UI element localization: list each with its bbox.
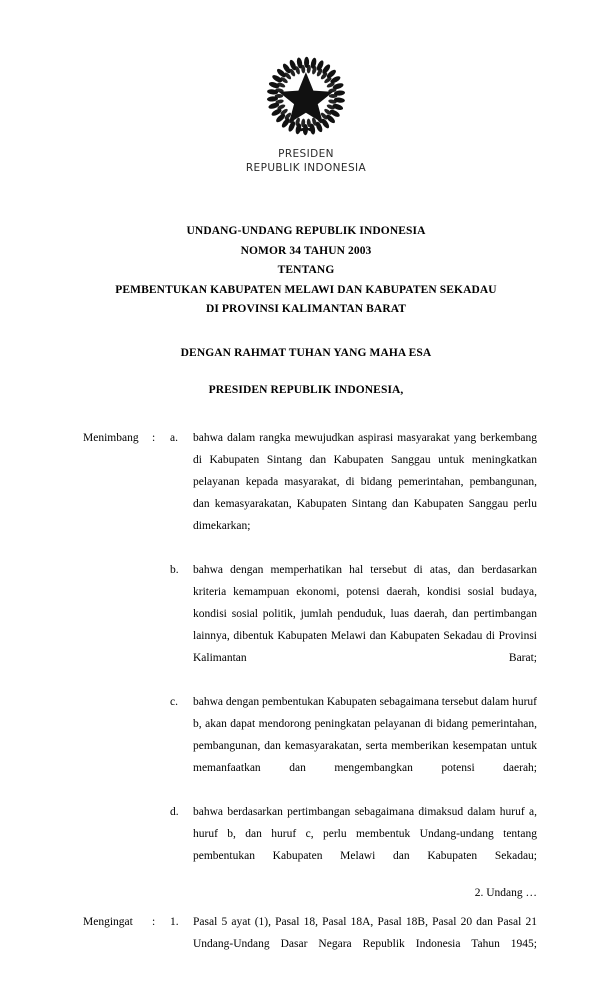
emblem-caption (0, 147, 612, 175)
authority-heading: PRESIDEN REPUBLIK INDONESIA, (208, 384, 404, 396)
title-line-2: NOMOR 34 TAHUN 2003 (240, 244, 372, 257)
section-label: Menimbang (83, 432, 139, 444)
section-colon: : (152, 432, 156, 444)
clause-text: bahwa dengan memperhatikan hal tersebut di atas, dan berdasarkan kriteria kemampuan ekonomi, potensi daerah, kondisi sosial budaya, kondisi sosial politik, jumlah penduduk, luas daerah, dan pertimbangan lainnya, dibentuk Kabupaten Melawi dan Kabupaten Sekadau di Provinsi Kalimantan Barat; (193, 564, 537, 664)
document-title (0, 222, 612, 320)
section-menimbang (0, 427, 612, 889)
title-line-4: PEMBENTUKAN KABUPATEN MELAWI DAN KABUPATEN SEKADAU (115, 283, 497, 296)
clause-marker: c. (170, 696, 178, 708)
clause-text: bahwa dalam rangka mewujudkan aspirasi masyarakat yang berkembang di Kabupaten Sintang dan Kabupaten Sanggau untuk meningkatkan pelayanan kepada masyarakat, di bidang pemerintahan, pembangunan, dan kemasyarakatan, Kabupaten Sintang dan Kabupaten Sanggau perlu dimekarkan; (193, 432, 537, 532)
title-line-3: TENTANG (277, 264, 335, 276)
section-label: Mengingat (83, 916, 133, 928)
clause-item (0, 801, 612, 889)
clause-item (0, 427, 612, 559)
clause-item (0, 911, 612, 977)
clause-item (0, 559, 612, 691)
blessing-heading: DENGAN RAHMAT TUHAN YANG MAHA ESA (180, 347, 432, 359)
section-mengingat (0, 911, 612, 977)
emblem-caption-line1: PRESIDEN (278, 148, 334, 160)
clause-text: Pasal 5 ayat (1), Pasal 18, Pasal 18A, Pasal 18B, Pasal 20 dan Pasal 21 Undang-Undang Dasar Negara Republik Indonesia Tahun 1945; (193, 916, 537, 950)
title-line-1: UNDANG-UNDANG REPUBLIK INDONESIA (186, 225, 426, 237)
clause-marker: 1. (170, 916, 179, 928)
clause-marker: d. (170, 806, 179, 818)
clause-text: bahwa dengan pembentukan Kabupaten sebagaimana tersebut dalam huruf b, akan dapat mendorong peningkatan pelayanan di bidang pemerintahan, pembangunan, dan kemasyarakatan, serta memberikan kesempatan untuk memanfaatkan dan mengembangkan potensi daerah; (193, 696, 537, 774)
clause-marker: a. (170, 432, 178, 444)
clause-marker: b. (170, 564, 179, 576)
emblem-caption-line2: REPUBLIK INDONESIA (245, 162, 367, 174)
title-line-5: DI PROVINSI KALIMANTAN BARAT (205, 303, 407, 315)
page-continuation-note: 2. Undang … (474, 887, 537, 899)
clause-item (0, 691, 612, 801)
section-colon: : (152, 916, 156, 928)
presidential-emblem-block (0, 55, 612, 175)
clause-text: bahwa berdasarkan pertimbangan sebagaimana dimaksud dalam huruf a, huruf b, dan huruf c, perlu membentuk Undang-undang tentang pembentukan Kabupaten Melawi dan Kabupaten Sekadau; (193, 806, 537, 862)
indonesia-presidential-seal-icon (265, 55, 347, 137)
